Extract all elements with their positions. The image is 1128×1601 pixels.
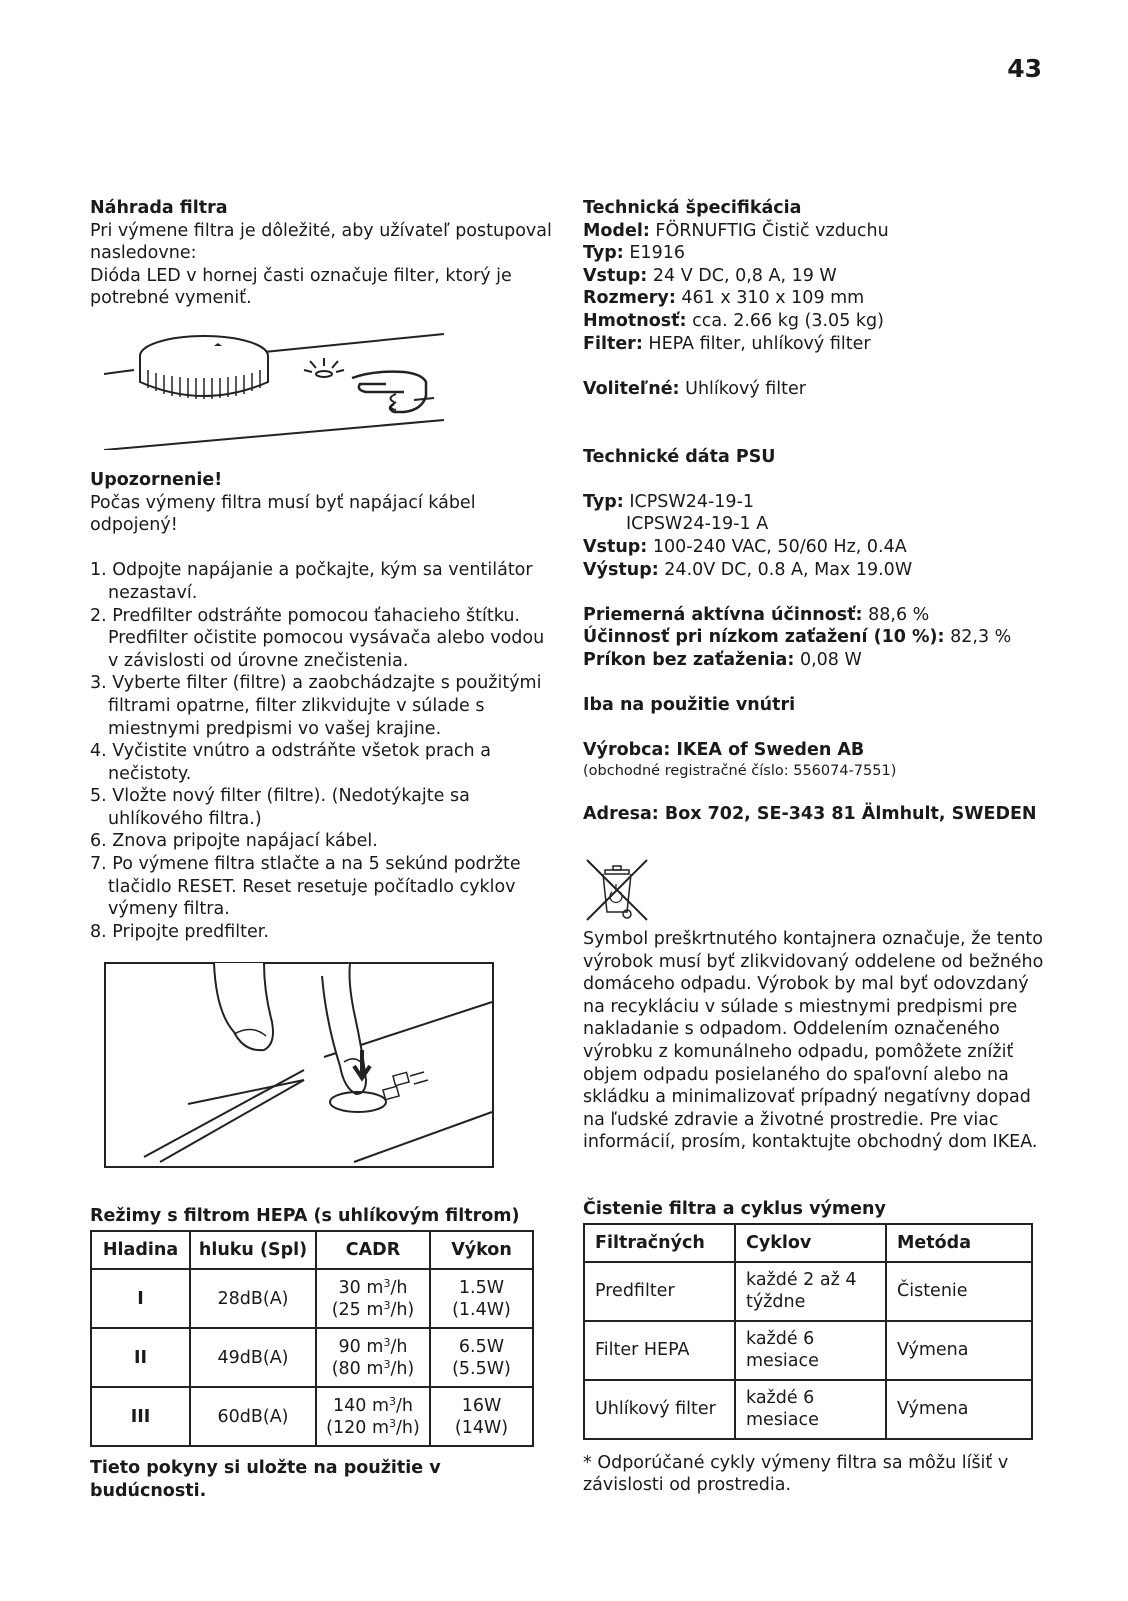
column-header: Metóda bbox=[886, 1224, 1032, 1262]
manufacturer-registration: (obchodné registračné číslo: 556074-7551) bbox=[583, 762, 897, 779]
noise-cell: 49dB(A) bbox=[190, 1328, 316, 1387]
list-item: 5. Vložte nový filter (filtre). (Nedotýkajte sa uhlíkového filtra.) bbox=[90, 786, 470, 829]
table-row bbox=[584, 1262, 1032, 1321]
power-cell: 1.5W (1.4W) bbox=[430, 1269, 533, 1328]
reset-button-illustration bbox=[104, 962, 494, 1168]
noise-cell: 28dB(A) bbox=[190, 1269, 316, 1328]
cycle-cell: každé 2 až 4 týždne bbox=[735, 1262, 886, 1321]
filter-cell: Filter HEPA bbox=[584, 1321, 735, 1380]
psu-title: Technické dáta PSU bbox=[583, 446, 776, 467]
method-cell: Výmena bbox=[886, 1380, 1032, 1439]
page-number: 43 bbox=[1007, 54, 1042, 83]
cadr-cell: 90 $m^3/h$ (80 $m^3/h$) bbox=[316, 1328, 430, 1387]
list-item: 2. Predfilter odstráňte pomocou ťahacieho štítku. Predfilter očistite pomocou vysávača alebo vodou v závislosti od úrovne znečistenia. bbox=[90, 605, 545, 671]
left-column bbox=[90, 197, 560, 1502]
table-row bbox=[91, 1328, 533, 1387]
table-row bbox=[584, 1380, 1032, 1439]
level-cell: I bbox=[91, 1269, 190, 1328]
steps-list bbox=[90, 559, 560, 943]
column-header: Výkon bbox=[430, 1231, 533, 1269]
table-header-row bbox=[584, 1224, 1032, 1262]
list-item: 6. Znova pripojte napájací kábel. bbox=[90, 831, 378, 852]
level-cell: III bbox=[91, 1387, 190, 1446]
list-item: 8. Pripojte predfilter. bbox=[90, 921, 269, 942]
cadr-cell: 30 $m^3/h$ (25 $m^3/h$) bbox=[316, 1269, 430, 1328]
weee-text: Symbol preškrtnutého kontajnera označuje, že tento výrobok musí byť zlikvidovaný oddelene od bežného domáceho odpadu. Výrobok by mal byť odovzdaný na recykláciu v súlade s miestnymi predpismi pre nakladanie s odpadom. Oddelením označeného výrobku z komunálneho odpadu, pomôžete znížiť objem odpadu posielaného do spaľovní alebo na skládku a minimalizovať prípadný negatívny dopad na ľudské zdravie a životné prostredie. Pre viac informácií, prosím, kontaktujte obchodný dom IKEA. bbox=[583, 929, 1044, 1153]
optional-row: Voliteľné: Uhlíkový filter bbox=[583, 378, 806, 399]
replace-led: Dióda LED v hornej časti označuje filter, ktorý je potrebné vymeniť. bbox=[90, 265, 512, 309]
efficiency-low-row: Účinnosť pri nízkom zaťažení (10 %): 82,3 % bbox=[583, 627, 1012, 648]
noise-cell: 60dB(A) bbox=[190, 1387, 316, 1446]
table-row bbox=[91, 1269, 533, 1328]
spec-row: Hmotnosť: cca. 2.66 kg (3.05 kg) bbox=[583, 310, 884, 331]
spec-row: Typ: E1916 bbox=[583, 243, 685, 264]
psu-type-row-2: ICPSW24-19-1 A bbox=[626, 514, 769, 535]
cycle-cell: každé 6 mesiace bbox=[735, 1380, 886, 1439]
psu-input-row: Vstup: 100-240 VAC, 50/60 Hz, 0.4A bbox=[583, 536, 907, 557]
column-header: hluku (Spl) bbox=[190, 1231, 316, 1269]
manufacturer: Výrobca: IKEA of Sweden AB bbox=[583, 740, 865, 761]
warning-title: Upozornenie! bbox=[90, 469, 223, 490]
list-item: 4. Vyčistite vnútro a odstráňte všetok prach a nečistoty. bbox=[90, 741, 491, 784]
led-indicator-illustration bbox=[104, 330, 464, 450]
filter-cell: Uhlíkový filter bbox=[584, 1380, 735, 1439]
replace-title: Náhrada filtra bbox=[90, 198, 228, 218]
column-header: Filtračných bbox=[584, 1224, 735, 1262]
list-item: 1. Odpojte napájanie a počkajte, kým sa ventilátor nezastaví. bbox=[90, 560, 533, 603]
cadr-cell: 140 $m^3/h$ (120 $m^3/h$) bbox=[316, 1387, 430, 1446]
replace-intro: Pri výmene filtra je dôležité, aby užívateľ postupoval nasledovne: bbox=[90, 220, 552, 264]
right-column bbox=[583, 197, 1053, 1497]
indoor-use-note: Iba na použitie vnútri bbox=[583, 695, 796, 716]
warning-text: Počas výmeny filtra musí byť napájací kábel odpojený! bbox=[90, 492, 476, 536]
table-row bbox=[91, 1387, 533, 1446]
address: Adresa: Box 702, SE-343 81 Älmhult, SWEDEN bbox=[583, 804, 1037, 825]
spec-row: Vstup: 24 V DC, 0,8 A, 19 W bbox=[583, 265, 837, 286]
hepa-modes-table bbox=[90, 1230, 534, 1447]
spec-row: Model: FÖRNUFTIG Čistič vzduchu bbox=[583, 220, 889, 241]
table-row bbox=[584, 1321, 1032, 1380]
efficiency-avg-row: Priemerná aktívna účinnosť: 88,6 % bbox=[583, 604, 930, 625]
method-cell: Výmena bbox=[886, 1321, 1032, 1380]
keep-instructions-note: Tieto pokyny si uložte na použitie v budúcnosti. bbox=[90, 1458, 441, 1501]
power-cell: 6.5W (5.5W) bbox=[430, 1328, 533, 1387]
psu-output-row: Výstup: 24.0V DC, 0.8 A, Max 19.0W bbox=[583, 559, 913, 580]
column-header: Hladina bbox=[91, 1231, 190, 1269]
filter-cycle-table bbox=[583, 1223, 1033, 1440]
list-item: 7. Po výmene filtra stlačte a na 5 sekúnd podržte tlačidlo RESET. Reset resetuje počítadlo cyklov výmeny filtra. bbox=[90, 854, 521, 920]
spec-title: Technická špecifikácia bbox=[583, 198, 802, 218]
cycle-note: * Odporúčané cykly výmeny filtra sa môžu líšiť v závislosti od prostredia. bbox=[583, 1452, 1009, 1496]
hepa-table-title: Režimy s filtrom HEPA (s uhlíkovým filtrom) bbox=[90, 1206, 520, 1227]
method-cell: Čistenie bbox=[886, 1262, 1032, 1321]
filter-cell: Predfilter bbox=[584, 1262, 735, 1321]
column-header: Cyklov bbox=[735, 1224, 886, 1262]
power-cell: 16W (14W) bbox=[430, 1387, 533, 1446]
level-cell: II bbox=[91, 1328, 190, 1387]
spec-row: Rozmery: 461 x 310 x 109 mm bbox=[583, 288, 865, 309]
psu-type-row: Typ: ICPSW24-19-1 bbox=[583, 491, 755, 512]
spec-row: Filter: HEPA filter, uhlíkový filter bbox=[583, 333, 871, 354]
no-load-row: Príkon bez zaťaženia: 0,08 W bbox=[583, 649, 862, 670]
list-item: 3. Vyberte filter (filtre) a zaobchádzajte s použitými filtrami opatrne, filter zlikvidujte v súlade s miestnymi predpismi vo vašej krajine. bbox=[90, 673, 542, 739]
cycle-cell: každé 6 mesiace bbox=[735, 1321, 886, 1380]
cycle-table-title: Čistenie filtra a cyklus výmeny bbox=[583, 1198, 886, 1219]
table-header-row bbox=[91, 1231, 533, 1269]
crossed-bin-icon bbox=[583, 856, 653, 926]
column-header: CADR bbox=[316, 1231, 430, 1269]
